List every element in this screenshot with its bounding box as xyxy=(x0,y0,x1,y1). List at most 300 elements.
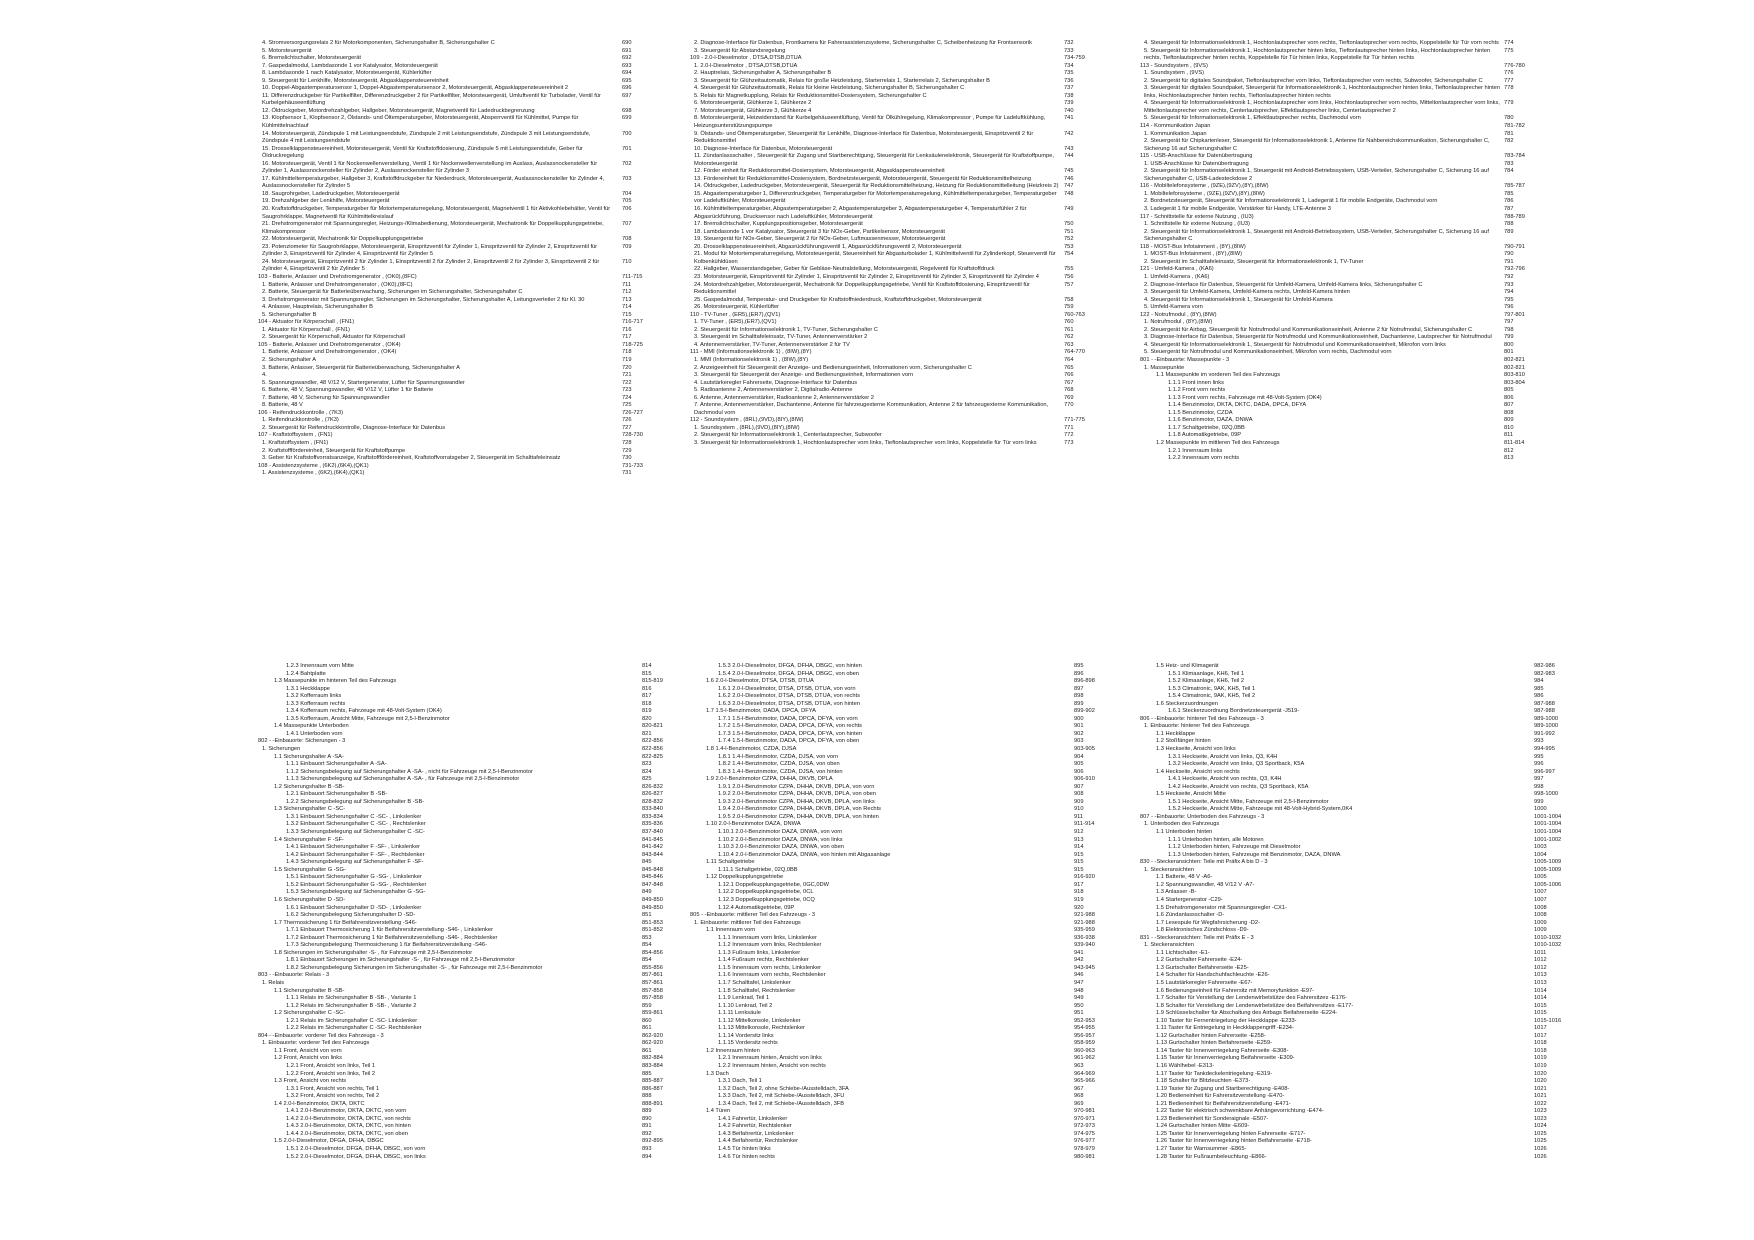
toc-entry xyxy=(258,470,632,478)
toc-entry-page: 788-789 xyxy=(1504,213,1525,220)
toc-entry-page: 1015-1016 xyxy=(1534,1017,1562,1024)
toc-entry xyxy=(1140,1040,1547,1048)
toc-entry-title: 1.6.2 Sicherungsbelegung Sicherungshalter D -SD- xyxy=(286,912,416,919)
toc-entry xyxy=(1140,783,1544,792)
toc-entry-page: 799 xyxy=(1504,334,1514,341)
toc-entry-title: 3. Diagnose-Interface für Datenbus, Steuergerät für Notrufmodul und Kommunikationseinheit, Dachantenne, Lautsprecher für Notrufmodul xyxy=(1144,334,1492,341)
toc-entry-page: 699 xyxy=(622,115,632,122)
toc-entry xyxy=(258,964,663,973)
toc-entry xyxy=(690,693,1084,701)
toc-entry-title: 1.1.12 Mittelkonsole, Linkslenker xyxy=(718,1017,801,1024)
toc-entry xyxy=(1140,700,1555,709)
toc-entry-title: 801 - -Einbauorte: Massepunkte - 3 xyxy=(1140,356,1230,363)
toc-entry-page: 728 xyxy=(622,439,632,446)
toc-entry-page: 734 xyxy=(1064,62,1074,69)
toc-entry-page: 970-981 xyxy=(1074,1108,1095,1115)
toc-entry-title: 1.8 Schalter für Verstellung der Lendenwirbelstütze des Beifahrersitzes -E177- xyxy=(1156,1002,1354,1009)
toc-entry-page: 737 xyxy=(1064,85,1074,92)
toc-entry-title: 2. Diagnose-Interface für Datenbus, Frontkamera für Fahrerassistenzsysteme, Sicherungshalter C, Scheibenheizung für Frontsensorik xyxy=(694,40,1032,46)
toc-entry-page: 1007 xyxy=(1534,896,1547,903)
toc-entry-title: 2. Anzeigeeinheit für Steuergerät der Anzeige- und Bedienungseinheit, Informationen vorn, Sicherungshalter C xyxy=(694,364,972,371)
toc-entry-page: 792 xyxy=(1504,273,1514,280)
toc-entry-page: 734-759 xyxy=(1064,55,1085,62)
toc-entry-page: 987-988 xyxy=(1534,700,1555,707)
toc-entry xyxy=(690,798,1084,807)
toc-entry-title: 1.12 Gurtschalter hinten Fahrerseite -E258- xyxy=(1156,1032,1266,1039)
toc-entry-page: 897 xyxy=(1074,685,1084,692)
toc-entry xyxy=(1140,708,1555,716)
toc-entry-title: 1.26 Taster für Innenverriegelung hinten Beifahrerseite -E718- xyxy=(1156,1138,1312,1145)
toc-entry-page: 891 xyxy=(642,1123,652,1130)
toc-entry-title: 114 - Kommunikation Japan xyxy=(1140,123,1211,130)
toc-entry xyxy=(690,1002,1084,1011)
toc-entry-title: 4. Steuergerät für Informationselektronik 1, Steuergerät für Umfeld-Kamera xyxy=(1144,296,1333,303)
toc-entry xyxy=(258,708,652,716)
toc-entry-title: 1.3.3 Dach, Teil 2, mit Schiebe-/Ausstelldach, 3FU xyxy=(718,1093,845,1100)
toc-entry-title: 1.9.5 2.0-l-Benzinmotor CZPA, DHHA, DKVB, DPLA, von hinten xyxy=(718,813,879,820)
toc-entry-page: 994-995 xyxy=(1534,746,1555,753)
toc-entry xyxy=(690,1100,1084,1109)
toc-entry-page: 810 xyxy=(1504,424,1514,431)
toc-entry-title: 1.12.4 Automatikgetriebe, 09P xyxy=(718,904,795,911)
toc-entry-title: 1.1.4 Fußraum rechts, Rechtslenker xyxy=(718,957,809,964)
toc-entry-title: 22. Motorsteuergerät, Mechatronik für Doppelkupplungsgetriebe xyxy=(262,236,424,243)
toc-entry-page: 803-804 xyxy=(1504,379,1525,386)
toc-entry xyxy=(1140,356,1525,365)
toc-entry-title: 1.1 Unterboden hinten xyxy=(1156,829,1213,836)
toc-entry xyxy=(690,806,1084,814)
toc-entry xyxy=(690,1115,1095,1124)
toc-entry-title: 1.2.2 Innenraum hinten, Ansicht von rechts xyxy=(718,1062,826,1069)
toc-entry-title: 1.8.2 Sicherungsbelegung Sicherungen im Sicherungshalter -S- , für Fahrzeuge mit 2,5-l-Benzinmotor xyxy=(286,964,543,971)
toc-entry xyxy=(258,934,652,943)
toc-entry-page: 845 xyxy=(642,859,652,866)
toc-entry xyxy=(690,1040,1095,1048)
toc-entry xyxy=(1140,455,1514,463)
toc-entry-title: 1. Schnittstelle für externe Nutzung , (IU3) xyxy=(1144,221,1250,228)
toc-entry-page: 736 xyxy=(1064,77,1074,84)
toc-entry xyxy=(258,851,663,860)
toc-entry-title: 1.4.3 Sicherungsbelegung auf Sicherungshalter F -SF- xyxy=(286,859,424,866)
toc-entry-title: 7. Antenne, Antennenverstärker, Dachantenne, Antenne für fahrzeugexterne Kommunikation, Antenne 2 für fahrzeugexterne Kommunikation, Dachmodul vorn xyxy=(694,402,1050,416)
toc-entry-page: 910 xyxy=(1074,806,1084,813)
toc-entry xyxy=(1140,1146,1547,1154)
toc-entry-title: 4. Steuergerät für Informationselektronik 1, Hochtonlautsprecher vorn links, Hochtonlautsprecher vorn rechts, Mitteltonlautsprecher vorn links, Mitteltonlautsprecher vorn rechts, Centerlautsprecher, Effektlautsprecher links, Centerlautsprecher 2 xyxy=(1144,100,1502,114)
toc-entry-page: 1005 xyxy=(1534,874,1547,881)
toc-entry xyxy=(258,1047,652,1056)
toc-entry-title: 1.1.3 Front vorn rechts, Fahrzeuge mit 48-Volt-System (OK4) xyxy=(1168,394,1322,401)
toc-entry-title: 1. 2.0-l-Dieselmotor , DTSA,DTSB,DTUA xyxy=(694,62,798,69)
toc-entry-title: 115 - USB-Anschlüsse für Datenübertragung xyxy=(1140,153,1253,160)
toc-entry xyxy=(258,874,663,882)
toc-entry-page: 725 xyxy=(622,402,632,409)
toc-entry xyxy=(1140,379,1525,388)
toc-entry-title: 1.4 Massepunkte Unterboden xyxy=(274,723,349,730)
toc-entry xyxy=(1140,62,1525,71)
toc-entry-page: 696 xyxy=(622,85,632,92)
toc-entry-page: 982-986 xyxy=(1534,663,1555,669)
toc-entry-page: 781-782 xyxy=(1504,123,1525,130)
toc-entry xyxy=(690,1146,1095,1154)
toc-entry-title: 1.1.7 Schalttafel, Linkslenker xyxy=(718,979,791,986)
toc-entry-title: 24. Motorsteuergerät, Einspritzventil 2 für Zylinder 1, Einspritzventil 2 für Zylinder 2, Einspritzventil 2 für Zylinder 3, Einspritzventil 2 für Zylinder 4, Einspritzventil 2 für Zylinder 5 xyxy=(262,258,601,273)
toc-entry-title: 1.4.2 Einbauort Sicherungshalter F -SF- , Rechtslenker xyxy=(286,851,425,858)
toc-entry-page: 791 xyxy=(1504,258,1514,265)
toc-entry-title: 22. Hallgeber, Wasserstandsgeber, Geber für Gebläse-Neutralstellung, Motorsteuergerät, Regelventil für Kraftstoffdruck xyxy=(694,266,995,273)
toc-entry xyxy=(690,1108,1095,1116)
toc-entry-title: 1.21 Bedieneinheit für Beifahrersitzverstellung -E471- xyxy=(1156,1100,1291,1107)
toc-entry-title: 3. Drehstromgenerator mit Spannungsregler, Sicherungen im Sicherungshalter, Sicherungshalter A, Leitungsverteiler 2 für Kl. 30 xyxy=(262,296,585,303)
toc-entry-title: 1.3.1 Heckklappe xyxy=(286,685,330,692)
toc-entry xyxy=(258,334,632,342)
toc-entry-title: 1.6 Zündanlassschalter -D- xyxy=(1156,912,1225,919)
toc-entry-title: 1.2.4 Bahtplatte xyxy=(286,670,326,677)
toc-entry-page: 802-821 xyxy=(1504,364,1525,371)
toc-entry xyxy=(1140,1138,1547,1146)
toc-entry-title: 1. Unterboden des Fahrzeugs xyxy=(1144,821,1220,828)
toc-entry xyxy=(258,1123,652,1131)
toc-entry-title: 1.9.4 2.0-l-Benzinmotor CZPA, DHHA, DKVB, DPLA, von Rechts xyxy=(718,806,881,813)
toc-entry-page: 895 xyxy=(1074,663,1084,669)
toc-entry-title: 1.5.3 Sicherungsbelegung auf Sicherungshalter G -SG- xyxy=(286,889,426,896)
toc-entry xyxy=(1140,949,1547,958)
toc-entry xyxy=(690,670,1084,679)
toc-entry-page: 706 xyxy=(622,206,632,213)
toc-entry-page: 951 xyxy=(1074,1010,1084,1017)
toc-entry xyxy=(690,40,1074,48)
toc-entry-page: 820-821 xyxy=(642,723,663,730)
toc-entry-page: 760 xyxy=(1064,319,1074,326)
toc-entry-page: 806 xyxy=(1504,394,1514,401)
toc-entry xyxy=(690,995,1084,1003)
toc-entry-page: 777 xyxy=(1504,77,1514,84)
toc-entry xyxy=(258,881,663,890)
toc-entry xyxy=(258,1062,663,1071)
toc-entry-title: 16. Kühlmitteltemperaturgeber, Abgastemperaturgeber 2, Abgastemperaturgeber 3, Abgastemperaturgeber 4, Temperaturfühler 2 für Abgasrückführung, Drucksensor nach Ladeluftkühler, Motorsteuergerät xyxy=(694,206,1028,220)
toc-entry xyxy=(258,738,663,746)
toc-entry-page: 841-842 xyxy=(642,844,663,851)
toc-entry-title: 802 - -Einbauorte: Sicherungen - 3 xyxy=(258,738,346,745)
toc-entry-title: 1.4.3 2.0-l-Benzinmotor, DKTA, DKTC, von hinten xyxy=(286,1123,411,1130)
toc-entry-page: 752 xyxy=(1064,236,1074,243)
toc-entry-page: 982-983 xyxy=(1534,670,1555,677)
toc-entry xyxy=(1140,100,1514,115)
toc-entry-page: 751 xyxy=(1064,228,1074,235)
toc-entry-page: 1026 xyxy=(1534,1146,1547,1152)
toc-entry xyxy=(690,1093,1084,1101)
toc-entry xyxy=(690,372,1074,380)
toc-entry-title: 112 - Soundsystem , (8RL),(9VD),(8IY),(8IW) xyxy=(690,417,804,424)
toc-entry xyxy=(1140,311,1525,320)
toc-entry-title: 1.2 Front, Ansicht von links xyxy=(274,1055,342,1062)
toc-entry xyxy=(690,311,1085,320)
toc-entry-title: 1.3.2 Kofferraum links xyxy=(286,693,342,700)
toc-entry-title: 1.4 Sicherungshalter F -SF- xyxy=(274,836,344,843)
toc-entry-title: 1.1 Front, Ansicht von vorn xyxy=(274,1047,342,1054)
toc-entry xyxy=(690,678,1095,686)
toc-entry-title: 4. Antennenverstärker, TV-Tuner, Antennenverstärker 2 für TV xyxy=(694,341,850,348)
toc-entry xyxy=(258,341,643,350)
toc-entry-title: 1.6.3 2.0-l-Dieselmotor, DTSA, DTSB, DTUA, von hinten xyxy=(718,700,860,707)
toc-entry xyxy=(1140,266,1525,274)
toc-entry-title: 1.4 Heckseite, Ansicht von rechts xyxy=(1156,768,1240,775)
toc-entry xyxy=(258,859,652,867)
toc-entry xyxy=(1140,304,1514,312)
toc-entry-page: 902 xyxy=(1074,730,1084,737)
toc-entry xyxy=(1140,1017,1562,1026)
toc-entry xyxy=(690,746,1095,754)
toc-entry-title: 1. MMI (Informationselektronik 1) , (8IW),(8Y) xyxy=(694,356,809,363)
toc-entry-title: 15. Abgastemperaturgeber 1, Differenzdruckgeber, Temperaturgeber für Motortemperaturregelung, Kühlmitteltemperaturgeber, Temperaturgeber vor Ladeluftkühler, Motorsteuergerät xyxy=(694,190,1059,205)
toc-entry-title: 2. Steuergerät für Airbag, Steuergerät für Notrufmodul und Kommunikationseinheit, Antenne 2 für Notrufmodul, Sicherungshalter C xyxy=(1144,326,1473,333)
toc-entry-page: 996 xyxy=(1534,761,1544,768)
toc-entry xyxy=(690,1047,1095,1056)
toc-entry-title: 2. Steuergerät für Reifendruckkontrolle, Diagnose-Interface für Datenbus xyxy=(262,424,446,431)
toc-entry-page: 718 xyxy=(622,349,632,356)
toc-entry-title: 17. Kühlmitteltemperaturgeber, Hallgeber 3, Kraftstoffdruckgeber für Niederdruck, Motorsteuergerät, Auslassnockensteller für Zylinder 4, Auslassnockensteller für Zylinder 5 xyxy=(262,175,606,190)
toc-entry-page: 963 xyxy=(1074,1062,1084,1069)
toc-entry-page: 833-834 xyxy=(642,813,663,820)
toc-entry-page: 888 xyxy=(642,1093,652,1100)
toc-entry-title: 2. Hauptrelais, Sicherungshalter A, Sicherungshalter B xyxy=(694,70,832,77)
toc-entry-title: 1.3.1 Einbauort Sicherungshalter C -SC- , Linkslenker xyxy=(286,813,422,820)
toc-entry-page: 920 xyxy=(1074,904,1084,911)
toc-entry xyxy=(1140,190,1514,199)
toc-entry-page: 764-770 xyxy=(1064,349,1085,356)
toc-entry xyxy=(690,236,1074,244)
toc-entry xyxy=(690,243,1074,252)
toc-entry-page: 723 xyxy=(622,387,632,394)
toc-entry xyxy=(690,874,1095,882)
toc-entry-title: 1.9.3 2.0-l-Benzinmotor CZPA, DHHA, DKVB, DPLA, von links xyxy=(718,798,875,805)
toc-entry-title: 1.10.4 2.0-l-Benzinmotor DAZA, DNWA, von hinten mit Abgasanlage xyxy=(718,851,891,858)
toc-entry xyxy=(1140,1123,1547,1131)
toc-entry xyxy=(1140,221,1514,229)
toc-entry xyxy=(258,417,632,425)
toc-entry-title: 1.1.11 Lenksäule xyxy=(718,1010,761,1017)
toc-entry xyxy=(258,304,632,312)
toc-entry xyxy=(258,798,663,807)
toc-entry-title: 118 - MOST-Bus Infotainment , (8Y),(8IW) xyxy=(1140,243,1246,250)
toc-entry-title: 1.5 2.0-l-Dieselmotor, DFGA, DFHA, DBGC xyxy=(274,1138,384,1145)
toc-entry-title: 111 - MMI (Informationselektronik 1) , (8IW),(8Y) xyxy=(690,349,812,356)
toc-entry-title: 1. Mobiltelefonsysteme , (9ZE),(9ZV),(8Y),(8IW) xyxy=(1144,190,1265,197)
toc-entry-page: 847-848 xyxy=(642,881,663,888)
toc-entry-title: 1.4.1 Heckseite, Ansicht von rechts, Q3, K4H xyxy=(1168,776,1282,783)
toc-entry-page: 825 xyxy=(642,776,652,783)
toc-entry-title: 1.3 Dach xyxy=(706,1070,729,1077)
toc-entry-page: 900 xyxy=(1074,715,1084,722)
toc-entry-page: 776-780 xyxy=(1504,62,1525,69)
toc-entry-page: 903-905 xyxy=(1074,746,1095,753)
toc-entry-page: 862-920 xyxy=(642,1032,663,1039)
toc-entry-title: 7. Motorsteuergerät, Glühkerze 3, Glühkerze 4 xyxy=(694,107,812,114)
toc-entry xyxy=(1140,206,1514,214)
toc-entry xyxy=(258,746,663,754)
toc-entry xyxy=(258,768,652,777)
toc-entry-title: 1.7 Schalter für Verstellung der Lendenwirbelstütze des Fahrersitzes -E176- xyxy=(1156,995,1347,1002)
toc-entry xyxy=(690,387,1074,395)
toc-entry xyxy=(690,776,1095,784)
toc-entry-page: 888-891 xyxy=(642,1100,663,1107)
toc-entry xyxy=(1140,1108,1547,1116)
toc-entry-title: 1.28 Taster für Fußraumbeleuchtung -E866- xyxy=(1156,1153,1267,1160)
toc-entry-title: 1.5.3 Climatronic, 9AK, KH5, Teil 1 xyxy=(1168,685,1256,692)
toc-entry-title: 4. Steuergerät für Informationselektronik 1, Steuergerät für Notrufmodul und Kommunikationseinheit, Mikrofon vorn links xyxy=(1144,341,1446,348)
toc-entry xyxy=(690,791,1084,799)
toc-entry xyxy=(690,281,1074,297)
toc-entry xyxy=(1140,115,1514,123)
toc-entry xyxy=(1140,447,1514,456)
toc-entry xyxy=(258,1146,652,1154)
toc-entry-title: 1.22 Taster für elektrisch schwenkbare Anhängevorrichtung -E474- xyxy=(1156,1108,1324,1115)
toc-entry xyxy=(1140,693,1544,701)
toc-entry-page: 857-861 xyxy=(642,979,663,986)
toc-entry-page: 731-733 xyxy=(622,462,643,469)
toc-entry xyxy=(258,447,632,456)
toc-entry-page: 885 xyxy=(642,1070,652,1077)
toc-entry xyxy=(690,1032,1095,1041)
toc-entry-page: 991-992 xyxy=(1534,730,1555,737)
toc-entry-title: 1.2.2 Sicherungsbelegung auf Sicherungshalter B -SB- xyxy=(286,798,425,805)
toc-entry-page: 970-971 xyxy=(1074,1115,1095,1122)
toc-entry-page: 1012 xyxy=(1534,964,1547,971)
toc-entry-page: 965-966 xyxy=(1074,1078,1095,1085)
toc-entry xyxy=(258,979,663,988)
toc-entry xyxy=(258,1078,663,1086)
toc-entry xyxy=(690,783,1084,792)
toc-entry-page: 738 xyxy=(1064,92,1074,99)
toc-entry-page: 919 xyxy=(1074,896,1084,903)
toc-entry xyxy=(690,92,1074,101)
toc-entry-title: 1. Steckeransichten xyxy=(1144,942,1194,949)
toc-entry-page: 886-887 xyxy=(642,1085,663,1092)
toc-entry-page: 849 xyxy=(642,889,652,896)
toc-entry-title: 1.6 Bedienungseinheit für Fahrersitz mit Memoryfunktion -E97- xyxy=(1156,987,1315,994)
toc-entry xyxy=(258,1032,663,1041)
toc-entry xyxy=(690,47,1074,56)
toc-entry xyxy=(1140,979,1547,988)
toc-entry-page: 987-988 xyxy=(1534,708,1555,715)
toc-entry xyxy=(690,206,1074,221)
toc-entry-page: 890 xyxy=(642,1115,652,1122)
toc-entry-page: 896-898 xyxy=(1074,678,1095,685)
toc-entry-title: 1.4.1 Fahrertür, Linkslenker xyxy=(718,1115,788,1122)
toc-entry-title: 1.3.2 Einbauort Sicherungshalter C -SC- , Rechtslenker xyxy=(286,821,426,828)
toc-entry-page: 912 xyxy=(1074,829,1084,836)
toc-entry xyxy=(690,927,1095,935)
toc-entry-page: 730 xyxy=(622,455,632,462)
toc-entry xyxy=(258,1040,663,1048)
toc-entry-page: 753 xyxy=(1064,243,1074,250)
toc-entry-title: 5. Steuergerät für Informationselektronik 1, Effektlautsprecher rechts, Dachmodul vorn xyxy=(1144,115,1361,122)
toc-entry-page: 1000 xyxy=(1534,806,1547,813)
toc-entry-page: 774 xyxy=(1504,40,1514,46)
toc-entry-page: 781 xyxy=(1504,130,1514,137)
toc-entry-page: 702 xyxy=(622,160,632,167)
toc-entry xyxy=(258,693,652,701)
toc-entry xyxy=(258,761,652,769)
toc-entry-title: 2. Steuergerät für digitales Soundpaket, Tieftonlautsprecher vorn links, Tieftonlautsprecher vorn rechts, Subwoofer, Sicherungshalter C xyxy=(1144,77,1483,84)
toc-entry-page: 833-840 xyxy=(642,806,663,813)
toc-entry-title: 1.2 Spannungswandler, 48 V/12 V -A7- xyxy=(1156,881,1255,888)
toc-entry xyxy=(690,115,1074,130)
toc-entry xyxy=(258,670,652,679)
toc-entry-title: 1.1.15 Vordersitz rechts xyxy=(718,1040,778,1047)
toc-entry-title: 1.3.2 Front, Ansicht von rechts, Teil 2 xyxy=(286,1093,380,1100)
toc-entry xyxy=(690,866,1084,875)
toc-entry-page: 749 xyxy=(1064,206,1074,213)
toc-entry xyxy=(1140,319,1514,327)
toc-entry-title: 1.3.2 Dach, Teil 2, ohne Schiebe-/Ausstelldach, 3FA xyxy=(718,1085,849,1092)
toc-entry xyxy=(690,685,1084,694)
toc-entry-title: 107 - Kraftstoffsystem , (FN1) xyxy=(258,432,333,439)
toc-entry xyxy=(690,251,1074,266)
toc-entry-title: 1.7 1.5-l-Benzinmotor, DADA, DPCA, DFYA xyxy=(706,708,816,715)
toc-entry-title: 117 - Schnittstelle für externe Nutzung , (IU3) xyxy=(1140,213,1254,220)
toc-entry xyxy=(1140,1153,1547,1162)
toc-entry-title: 1.12 Doppelkupplungsgetriebe xyxy=(706,874,784,881)
toc-entry-title: 1.4 Startergenerator -C29- xyxy=(1156,896,1223,903)
toc-entry-page: 813 xyxy=(1504,455,1514,462)
toc-entry xyxy=(690,889,1084,897)
toc-entry-page: 1013 xyxy=(1534,979,1547,986)
toc-entry-page: 1003 xyxy=(1534,844,1547,851)
toc-entry-title: 12. Förder einheit für Reduktionsmittel-Dosiersystem, Motorsteuergerät, Abgasklappensteuereinheit xyxy=(694,168,945,175)
toc-entry-page: 711-715 xyxy=(622,273,643,280)
toc-entry-title: 1. Soundsystem , (8RL),(9VD),(8IY),(8IW) xyxy=(694,424,800,431)
toc-entry-page: 1014 xyxy=(1534,995,1547,1002)
toc-entry-page: 757 xyxy=(1064,281,1074,288)
toc-entry-page: 786 xyxy=(1504,198,1514,205)
toc-entry-page: 968 xyxy=(1074,1093,1084,1100)
toc-entry-page: 1025 xyxy=(1534,1130,1547,1137)
toc-entry-title: 1. Aktuator für Körperschall , (FN1) xyxy=(262,326,350,333)
toc-entry xyxy=(258,730,652,739)
toc-entry-title: 1. TV-Tuner , (ER5),(ER7),(QV1) xyxy=(694,319,777,326)
toc-entry xyxy=(1140,77,1514,86)
toc-entry-page: 1018 xyxy=(1534,1047,1547,1054)
toc-entry xyxy=(258,889,652,897)
toc-entry-page: 808 xyxy=(1504,409,1514,416)
toc-entry-title: 1.24 Gurtschalter hinten Mitte -E609- xyxy=(1156,1123,1250,1130)
toc-entry-title: 1.1.2 Front vorn rechts xyxy=(1168,387,1226,394)
toc-entry xyxy=(690,1055,1095,1063)
toc-entry-title: 3. Batterie, Anlasser, Steuergerät für Batterieüberwachung, Sicherungshalter A xyxy=(262,364,460,371)
toc-entry-title: 1.7.1 1.5-l-Benzinmotor, DADA, DPCA, DFYA, von vorn xyxy=(718,715,858,722)
toc-entry xyxy=(1140,85,1514,100)
toc-entry xyxy=(690,439,1074,448)
toc-entry-page: 1005-1009 xyxy=(1534,866,1562,873)
toc-entry xyxy=(1140,123,1525,131)
toc-entry xyxy=(1140,670,1555,679)
toc-entry xyxy=(1140,912,1547,920)
toc-entry-page: 1026 xyxy=(1534,1153,1547,1160)
toc-entry-title: 1.6 2.0-l-Dieselmotor, DTSA, DTSB, DTUA xyxy=(706,678,814,685)
toc-entry xyxy=(690,304,1074,312)
toc-entry-title: 1.6.1 2.0-l-Dieselmotor, DTSA, DTSB, DTUA, von vorn xyxy=(718,685,856,692)
toc-entry-page: 750 xyxy=(1064,221,1074,228)
toc-entry-title: 1.3 Front, Ansicht von rechts xyxy=(274,1078,347,1085)
toc-entry xyxy=(1140,1032,1547,1041)
toc-entry-title: 1.2.1 Einbauort Sicherungshalter B -SB- xyxy=(286,791,388,798)
toc-entry-title: 1.6 Steckerzuordnungen xyxy=(1156,700,1218,707)
toc-entry-title: 24. Motordrehzahlgeber, Motorsteuergerät, Mechatronik für Doppelkupplungsgetriebe, Ventil für Kraftstoffdosierung, Einspritzventil für Reduktionsmittel xyxy=(694,281,1032,296)
toc-entry-title: 6. Bremslichtschalter, Motorsteuergerät xyxy=(262,55,361,62)
toc-entry-title: 1.2.1 Relais im Sicherungshalter C -SC- Linkslenker xyxy=(286,1017,418,1024)
toc-entry xyxy=(1140,776,1544,784)
toc-entry-page: 790-791 xyxy=(1504,243,1525,250)
